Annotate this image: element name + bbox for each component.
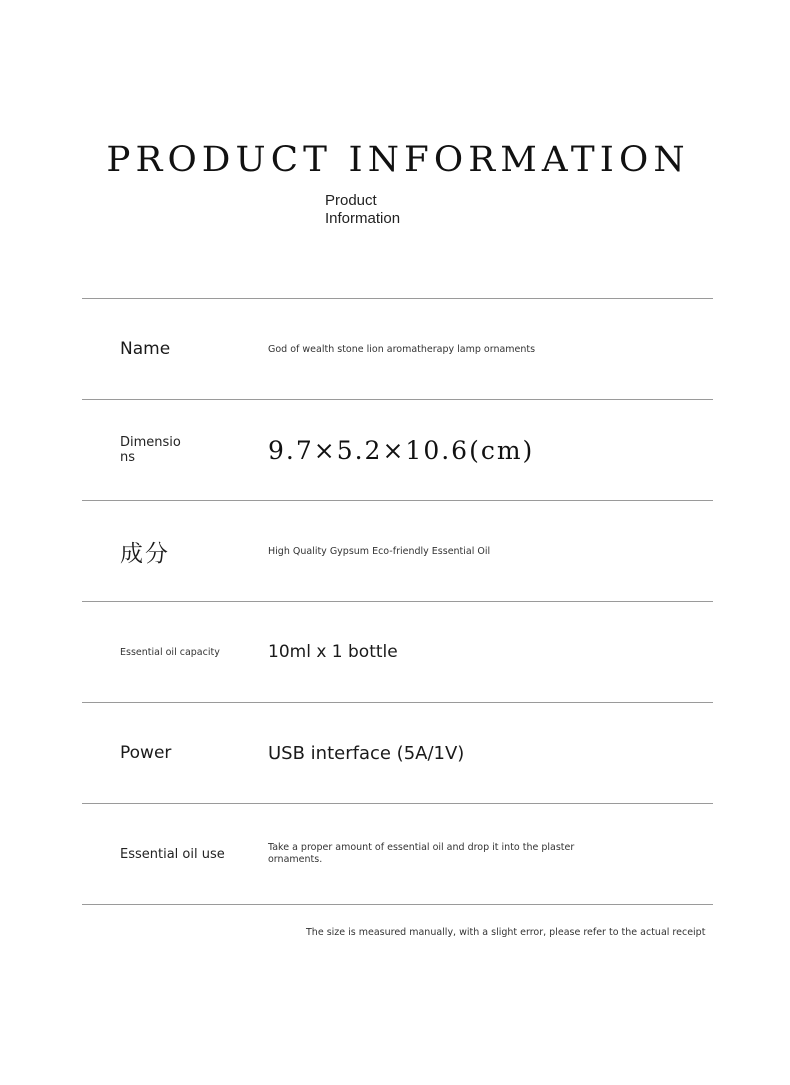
- row-value: 10ml x 1 bottle: [268, 642, 398, 662]
- row-label: Essential oil capacity: [120, 646, 220, 658]
- row-oil-capacity: [82, 601, 713, 702]
- page-title: PRODUCT INFORMATION: [106, 140, 690, 180]
- row-label: Name: [120, 339, 171, 359]
- row-label: 成分: [120, 540, 170, 567]
- row-value: God of wealth stone lion aromatherapy lamp ornaments: [268, 343, 536, 355]
- row-value: Take a proper amount of essential oil and drop it into the plaster ornaments.: [268, 842, 575, 865]
- subtitle-line-2: Information: [325, 210, 401, 227]
- product-info-table: [82, 298, 713, 905]
- row-value: USB interface (5A/1V): [268, 742, 465, 764]
- row-label: Power: [120, 743, 172, 763]
- row-value: 9.7×5.2×10.6(cm): [268, 435, 535, 465]
- row-name: [82, 298, 713, 399]
- row-oil-use: [82, 803, 713, 905]
- row-dimensions: [82, 399, 713, 500]
- row-label: Essential oil use: [120, 846, 225, 862]
- row-label: Dimensions: [120, 435, 181, 465]
- row-ingredients: [82, 500, 713, 601]
- row-value: High Quality Gypsum Eco-friendly Essential Oil: [268, 545, 491, 557]
- row-power: [82, 702, 713, 803]
- footnote: The size is measured manually, with a slight error, please refer to the actual receipt: [306, 927, 706, 938]
- subtitle-line-1: Product: [325, 192, 377, 209]
- page-subtitle: [325, 192, 445, 228]
